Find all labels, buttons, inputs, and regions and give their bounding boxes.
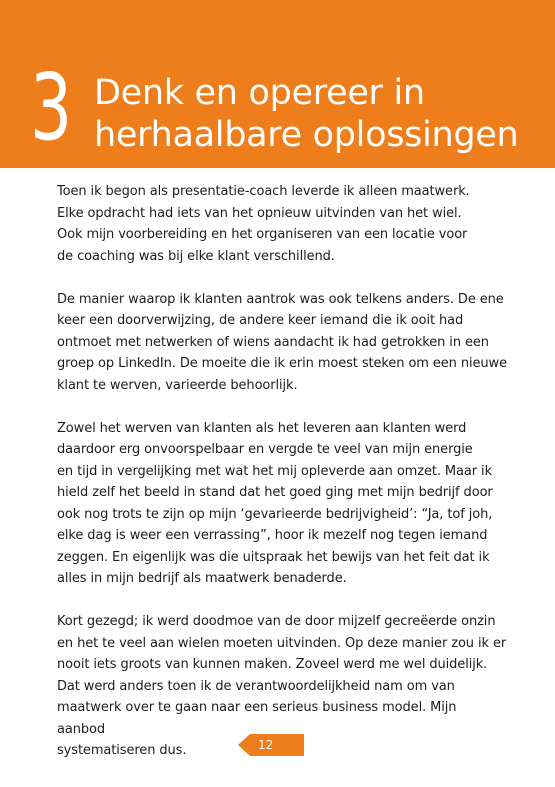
paragraph-4: Kort gezegd; ik werd doodmoe van de door mijzelf gecreëerde onzin en het te veel aan wielen moeten uitvinden. Op deze manier zou ik er nooit iets groots van kunnen maken. Zoveel werd me wel duidelijk. Dat werd anders toen ik de verantwoordelijkheid nam om van maatwerk over te gaan naar een serieus business model. Mijn aanbod systematiseren dus. (57, 614, 507, 758)
page-number: 12 (258, 738, 274, 752)
chapter-title: Denk en opereer in herhaalbare oplossingen (94, 73, 519, 155)
paragraph-1: Toen ik begon als presentatie-coach leverde ik alleen maatwerk. Elke opdracht had iets van het opnieuw uitvinden van het wiel. Ook mijn voorbereiding en het organiseren van een locatie voor de coaching was bij elke klant verschillend. (57, 184, 470, 264)
chapter-number: 3 (30, 54, 71, 161)
paragraph-2: De manier waarop ik klanten aantrok was ook telkens anders. De ene keer een doorverwijzing, de andere keer iemand die ik ooit had ontmoet met netwerken of wiens aandacht ik had getrokken in een groep op LinkedIn. De moeite die ik erin moest steken om een nieuwe klant te werven, varieerde behoorlijk. (57, 291, 507, 393)
paragraph-3: Zowel het werven van klanten als het leveren aan klanten werd daardoor erg onvoorspelbaar en vergde te veel van mijn energie en tijd in vergelijking met wat het mij opleverde aan omzet. Maar ik hield zelf het beeld in stand dat het goed ging met mijn bedrijf door ook nog trots te zijn op mijn ‘gevarieerde bedrijvigheid’: “Ja, tof joh, elke dag is weer een verrassing”, hoor ik mezelf nog tegen iemand zeggen. En eigenlijk was die uitspraak het bewijs van het feit dat ik alles in mijn bedrijf als maatwerk benaderde. (57, 420, 493, 586)
chapter-header-banner (0, 0, 555, 168)
body-text (57, 181, 507, 783)
